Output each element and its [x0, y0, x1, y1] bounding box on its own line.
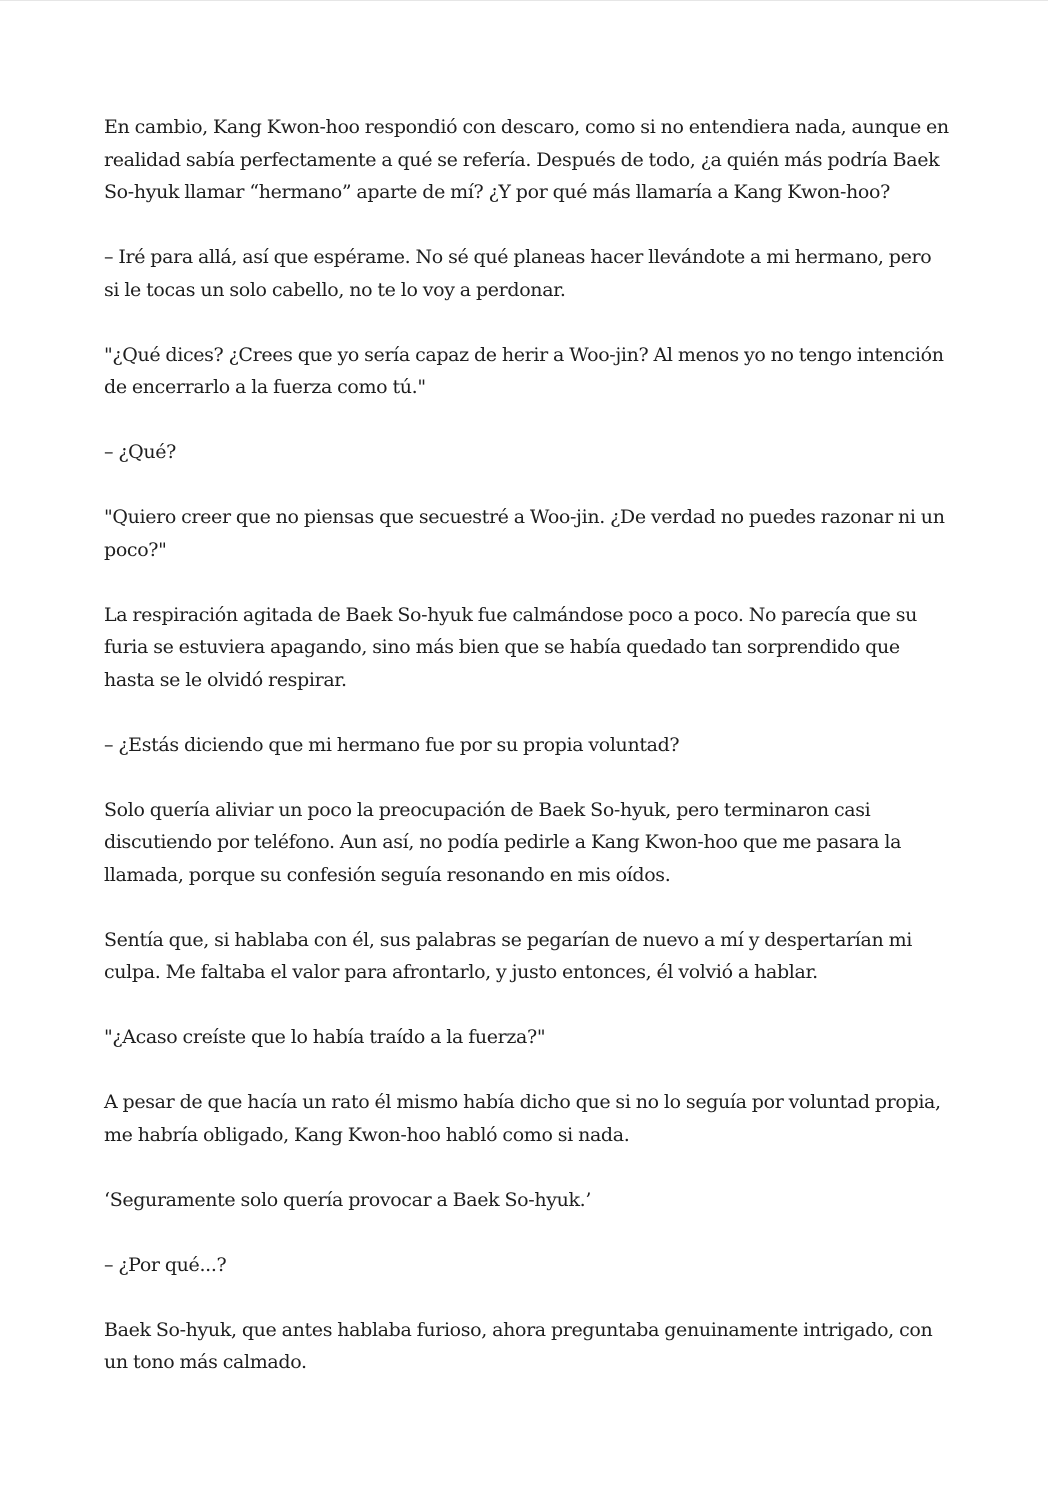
- dialogue-line: – Iré para allá, así que espérame. No sé qué planeas hacer llevándote a mi hermano, pero si le tocas un solo cabello, no te lo voy a perdonar.: [104, 246, 932, 301]
- top-divider: [0, 0, 1048, 1]
- dialogue-line: "Quiero creer que no piensas que secuestré a Woo-jin. ¿De verdad no puedes razonar ni un poco?": [104, 506, 945, 561]
- dialogue-line: – ¿Por qué...?: [104, 1253, 227, 1276]
- dialogue-line: "¿Acaso creíste que lo había traído a la fuerza?": [104, 1026, 546, 1048]
- thought-line: ‘Seguramente solo quería provocar a Baek So-hyuk.’: [104, 1188, 592, 1211]
- paragraph: Solo quería aliviar un poco la preocupación de Baek So-hyuk, pero terminaron casi discutiendo por teléfono. Aun así, no podía pedirle a Kang Kwon-hoo que me pasara la llamada, porque su confesión seguía resonando en mis oídos.: [104, 798, 902, 886]
- paragraph: La respiración agitada de Baek So-hyuk fue calmándose poco a poco. No parecía que su furia se estuviera apagando, sino más bien que se había quedado tan sorprendido que hasta se le olvidó respirar.: [104, 603, 917, 691]
- document-body: [104, 111, 949, 1411]
- paragraph: A pesar de que hacía un rato él mismo había dicho que si no lo seguía por voluntad propia, me habría obligado, Kang Kwon-hoo habló como si nada.: [104, 1091, 941, 1146]
- dialogue-line: "¿Qué dices? ¿Crees que yo sería capaz de herir a Woo-jin? Al menos yo no tengo intención de encerrarlo a la fuerza como tú.": [104, 343, 944, 398]
- paragraph: Sentía que, si hablaba con él, sus palabras se pegarían de nuevo a mí y despertarían mi culpa. Me faltaba el valor para afrontarlo, y justo entonces, él volvió a hablar.: [104, 928, 912, 983]
- dialogue-line: – ¿Qué?: [104, 441, 177, 463]
- paragraph: En cambio, Kang Kwon-hoo respondió con descaro, como si no entendiera nada, aunque en realidad sabía perfectamente a qué se refería. Después de todo, ¿a quién más podría Baek So-hyuk llamar “hermano” aparte de mí? ¿Y por qué más llamaría a Kang Kwon-hoo?: [104, 116, 949, 203]
- paragraph: Baek So-hyuk, que antes hablaba furioso, ahora preguntaba genuinamente intrigado, con un tono más calmado.: [104, 1318, 933, 1373]
- dialogue-line: – ¿Estás diciendo que mi hermano fue por su propia voluntad?: [104, 733, 680, 756]
